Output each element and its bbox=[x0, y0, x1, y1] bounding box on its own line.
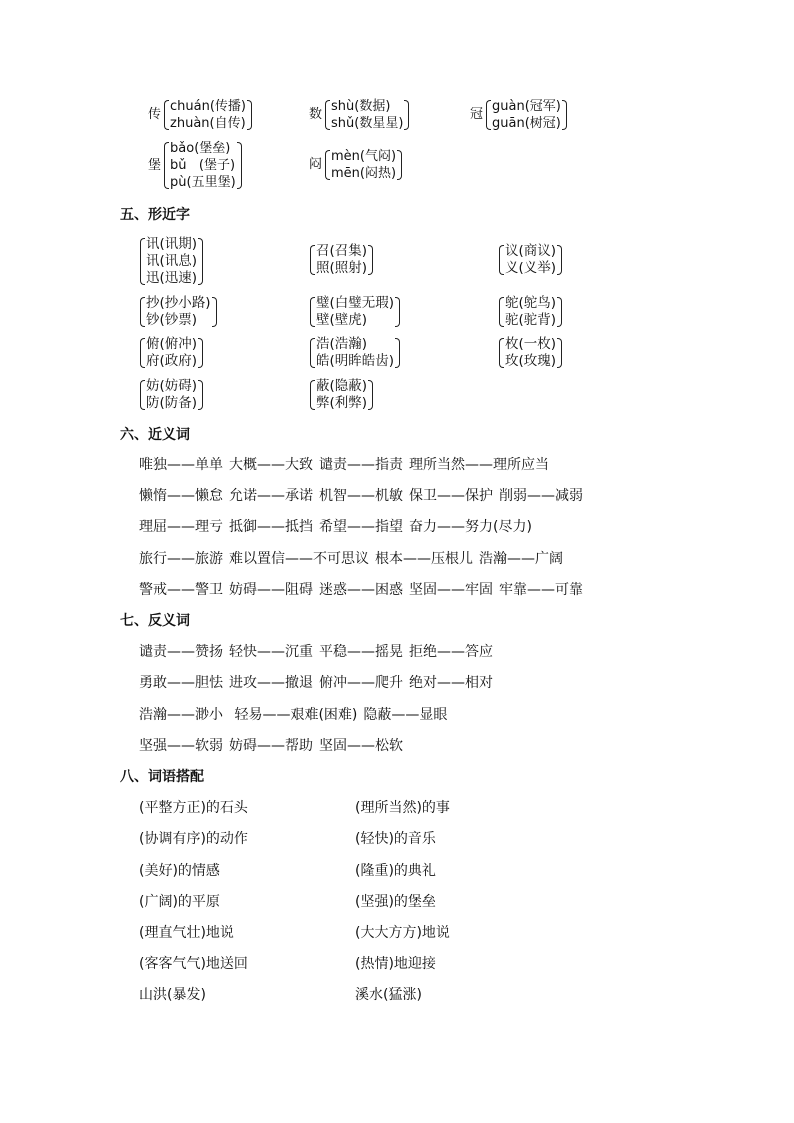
word-pair: 抵御——抵挡 bbox=[229, 519, 313, 535]
collocation-left: (协调有序)的动作 bbox=[139, 831, 248, 847]
pinyin-line: bǔ (堡子) bbox=[170, 158, 236, 173]
similar-char-line: 蔽(隐蔽) bbox=[316, 378, 368, 394]
similar-char-group bbox=[309, 243, 374, 277]
collocation-left: 山洪(暴发) bbox=[139, 987, 206, 1003]
brace-group bbox=[485, 98, 568, 132]
word-pair: 妨碍——阻碍 bbox=[229, 582, 313, 598]
collocation-right: (坚强)的堡垒 bbox=[355, 894, 436, 910]
antonym-row bbox=[139, 673, 499, 693]
word-pair: 难以置信——不可思议 bbox=[229, 551, 369, 567]
brace-group bbox=[324, 98, 410, 132]
brace-group bbox=[163, 140, 243, 191]
similar-char-group bbox=[498, 295, 563, 329]
similar-char-line: 防(防备) bbox=[146, 395, 198, 411]
synonym-row bbox=[139, 517, 538, 537]
word-pair: 绝对——相对 bbox=[409, 675, 493, 691]
similar-char-group bbox=[498, 336, 563, 370]
brace-group bbox=[498, 243, 563, 277]
similar-char-line: 府(政府) bbox=[146, 353, 198, 369]
similar-char-line: 妨(妨碍) bbox=[146, 378, 198, 394]
word-pair: 大概——大致 bbox=[229, 457, 313, 473]
polyphone-guan bbox=[470, 98, 568, 132]
antonym-row bbox=[139, 736, 409, 756]
word-pair: 削弱——减弱 bbox=[499, 488, 583, 504]
word-pair: 希望——指望 bbox=[319, 519, 403, 535]
brace-group bbox=[498, 336, 563, 370]
word-pair: 隐蔽——显眼 bbox=[363, 707, 448, 723]
section-title: 八、词语搭配 bbox=[120, 769, 204, 785]
section-title: 五、形近字 bbox=[120, 207, 190, 223]
polyphone-char: 堡 bbox=[148, 157, 162, 173]
word-pair: 谴责——指责 bbox=[319, 457, 403, 473]
similar-char-group bbox=[309, 295, 401, 329]
polyphone-char: 数 bbox=[309, 107, 323, 122]
section-title: 七、反义词 bbox=[120, 613, 190, 629]
antonym-row bbox=[139, 705, 453, 725]
similar-char-group bbox=[139, 295, 218, 329]
similar-char-group bbox=[139, 378, 204, 412]
brace-group bbox=[309, 378, 374, 412]
polyphone-char: 传 bbox=[148, 107, 162, 122]
brace-group bbox=[498, 295, 563, 329]
brace-group bbox=[309, 243, 374, 277]
word-pair: 轻快——沉重 bbox=[229, 644, 313, 660]
similar-char-line: 浩(浩瀚) bbox=[316, 336, 368, 352]
word-pair: 懒惰——懒怠 bbox=[139, 488, 223, 504]
collocation-left: (平整方正)的石头 bbox=[139, 800, 248, 816]
word-pair: 旅行——旅游 bbox=[139, 551, 223, 567]
similar-char-line: 照(照射) bbox=[316, 260, 368, 276]
collocation-right: (大大方方)地说 bbox=[355, 925, 450, 941]
collocation-left: (广阔)的平原 bbox=[139, 894, 220, 910]
word-pair: 进攻——撤退 bbox=[229, 675, 313, 691]
similar-char-line: 驼(驼背) bbox=[505, 312, 557, 328]
similar-char-line: 讯(讯息) bbox=[146, 253, 198, 269]
word-pair: 妨碍——帮助 bbox=[229, 738, 313, 754]
synonym-row bbox=[139, 455, 555, 475]
brace-group bbox=[139, 378, 204, 412]
word-pair: 平稳——摇晃 bbox=[319, 644, 403, 660]
synonym-row bbox=[139, 549, 569, 569]
similar-char-line: 义(义举) bbox=[505, 260, 557, 276]
collocation-left: (理直气壮)地说 bbox=[139, 925, 234, 941]
word-pair: 允诺——承诺 bbox=[229, 488, 313, 504]
word-pair: 俯冲——爬升 bbox=[319, 675, 403, 691]
similar-char-line: 抄(抄小路) bbox=[146, 295, 211, 311]
similar-char-line: 鸵(鸵鸟) bbox=[505, 295, 557, 311]
similar-char-group bbox=[139, 236, 204, 287]
word-pair: 保卫——保护 bbox=[409, 488, 493, 504]
word-pair: 谴责——赞扬 bbox=[139, 644, 223, 660]
word-pair: 机智——机敏 bbox=[319, 488, 403, 504]
word-pair: 轻易——艰难(困难) bbox=[229, 707, 358, 723]
similar-char-line: 迅(迅速) bbox=[146, 270, 198, 286]
polyphone-shu bbox=[309, 98, 410, 132]
section-title: 六、近义词 bbox=[120, 427, 190, 443]
word-pair: 坚固——牢固 bbox=[409, 582, 493, 598]
synonym-row bbox=[139, 486, 589, 506]
antonym-row bbox=[139, 642, 499, 662]
collocation-right: 溪水(猛涨) bbox=[355, 987, 422, 1003]
brace-group bbox=[309, 336, 401, 370]
word-pair: 牢靠——可靠 bbox=[499, 582, 583, 598]
similar-char-line: 玫(玫瑰) bbox=[505, 353, 557, 369]
similar-char-line: 枚(一枚) bbox=[505, 336, 557, 352]
similar-char-line: 璧(白璧无瑕) bbox=[316, 295, 395, 311]
pinyin-line: shù(数据) bbox=[331, 99, 391, 114]
pinyin-line: bǎo(堡垒) bbox=[170, 141, 231, 156]
collocation-left: (客客气气)地送回 bbox=[139, 956, 248, 972]
similar-char-group bbox=[498, 243, 563, 277]
word-pair: 迷惑——困惑 bbox=[319, 582, 403, 598]
pinyin-line: mèn(气闷) bbox=[331, 149, 397, 164]
word-pair: 浩瀚——广阔 bbox=[479, 551, 563, 567]
pinyin-line: mēn(闷热) bbox=[331, 166, 397, 181]
word-pair: 拒绝——答应 bbox=[409, 644, 493, 660]
polyphone-men bbox=[309, 148, 403, 182]
similar-char-group bbox=[309, 378, 374, 412]
word-pair: 坚强——软弱 bbox=[139, 738, 223, 754]
polyphone-bao bbox=[148, 140, 243, 191]
similar-char-line: 议(商议) bbox=[505, 243, 557, 259]
word-pair: 理屈——理亏 bbox=[139, 519, 223, 535]
similar-char-line: 壁(壁虎) bbox=[316, 312, 368, 328]
brace-group bbox=[139, 336, 204, 370]
synonym-row bbox=[139, 580, 589, 600]
collocation-right: (理所当然)的事 bbox=[355, 800, 450, 816]
similar-char-line: 俯(俯冲) bbox=[146, 336, 198, 352]
similar-char-line: 皓(明眸皓齿) bbox=[316, 353, 395, 369]
similar-char-group bbox=[309, 336, 401, 370]
pinyin-line: shǔ(数星星) bbox=[331, 116, 404, 131]
pinyin-line: chuán(传播) bbox=[170, 99, 246, 114]
similar-char-line: 讯(讯期) bbox=[146, 236, 198, 252]
pinyin-line: zhuàn(自传) bbox=[170, 116, 246, 131]
polyphone-char: 闷 bbox=[309, 157, 323, 172]
brace-group bbox=[163, 98, 253, 132]
pinyin-line: pù(五里堡) bbox=[170, 175, 236, 190]
collocation-right: (轻快)的音乐 bbox=[355, 831, 436, 847]
word-pair: 唯独——单单 bbox=[139, 457, 223, 473]
brace-group bbox=[139, 295, 218, 329]
word-pair: 浩瀚——渺小 bbox=[139, 707, 223, 723]
similar-char-group bbox=[139, 336, 204, 370]
word-pair: 警戒——警卫 bbox=[139, 582, 223, 598]
word-pair: 勇敢——胆怯 bbox=[139, 675, 223, 691]
similar-char-line: 弊(利弊) bbox=[316, 395, 368, 411]
word-pair: 根本——压根儿 bbox=[375, 551, 473, 567]
collocation-right: (隆重)的典礼 bbox=[355, 863, 436, 879]
collocation-left: (美好)的情感 bbox=[139, 863, 220, 879]
pinyin-line: guàn(冠军) bbox=[492, 99, 561, 114]
polyphone-char: 冠 bbox=[470, 107, 484, 122]
brace-group bbox=[324, 148, 403, 182]
word-pair: 奋力——努力(尽力) bbox=[409, 519, 532, 535]
brace-group bbox=[139, 236, 204, 287]
pinyin-line: guān(树冠) bbox=[492, 116, 561, 131]
word-pair: 坚固——松软 bbox=[319, 738, 403, 754]
similar-char-line: 钞(钞票) bbox=[146, 312, 198, 328]
brace-group bbox=[309, 295, 401, 329]
collocation-right: (热情)地迎接 bbox=[355, 956, 436, 972]
similar-char-line: 召(召集) bbox=[316, 243, 368, 259]
word-pair: 理所当然——理所应当 bbox=[409, 457, 549, 473]
polyphone-chuan bbox=[148, 98, 253, 132]
